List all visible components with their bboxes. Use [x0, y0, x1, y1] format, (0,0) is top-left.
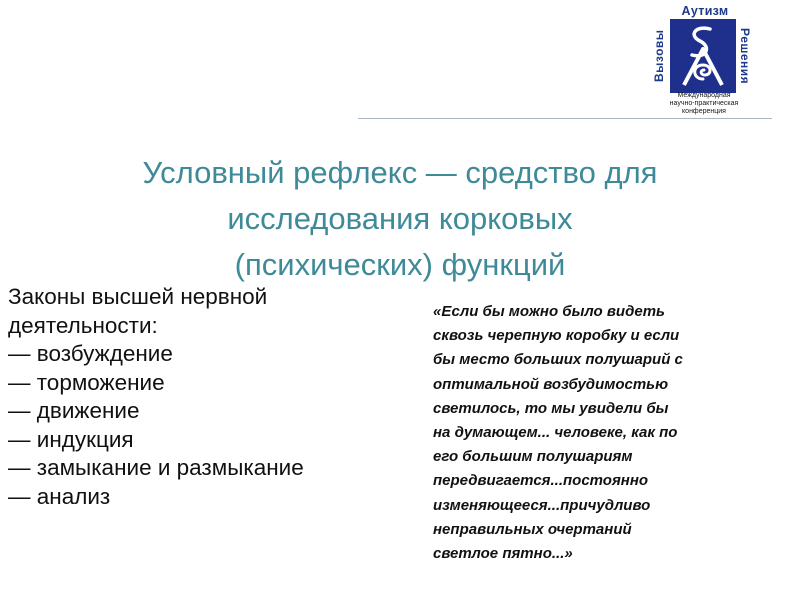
logo-top-word: Аутизм: [681, 4, 729, 18]
logo-emblem: [670, 19, 736, 93]
slide-title-line: Условный рефлекс — средство для: [142, 155, 658, 190]
logo-caption: [652, 92, 756, 116]
logo-emblem-icon: [670, 19, 736, 93]
quote-line: светлое пятно...»: [433, 545, 573, 563]
laws-item: — движение: [8, 398, 140, 423]
slide-title: [40, 150, 760, 288]
logo-right-word: Решения: [738, 27, 752, 85]
laws-item: — анализ: [8, 483, 111, 509]
quote-line: сквозь черепную коробку и если: [433, 327, 680, 345]
laws-list: [8, 283, 408, 511]
quote-line: передвигается...постоянно: [433, 472, 649, 490]
slide-title-line: исследования корковых: [227, 201, 573, 236]
conference-logo: [652, 4, 756, 118]
laws-heading-line: деятельности:: [8, 312, 158, 338]
laws-heading-line: Законы высшей нервной: [8, 284, 268, 309]
laws-item: — замыкание и размыкание: [8, 455, 304, 480]
quote-line: неправильных очертаний: [433, 520, 632, 538]
laws-item: — возбуждение: [8, 341, 173, 366]
quote-line: изменяющееся...причудливо: [433, 496, 651, 514]
quote-line: на думающем... человеке, как по: [433, 424, 678, 442]
quote-line: оптимальной возбудимостью: [433, 375, 669, 393]
logo-caption-line: научно-практическая: [669, 100, 739, 107]
quote-line: «Если бы можно было видеть: [433, 303, 665, 320]
logo-left-word: Вызовы: [652, 29, 666, 83]
logo-caption-line: Международная: [677, 92, 731, 99]
quote-line: светилось, то мы увидели бы: [433, 399, 669, 417]
logo-caption-line: конференция: [682, 108, 726, 115]
slide-title-line: (психических) функций: [234, 247, 566, 282]
laws-item: — торможение: [8, 369, 165, 395]
laws-item: — индукция: [8, 426, 134, 452]
quote-line: бы место больших полушарий с: [433, 351, 683, 369]
pavlov-quote: [433, 300, 793, 566]
quote-line: его большим полушариям: [433, 448, 633, 466]
header-divider: [358, 118, 772, 119]
